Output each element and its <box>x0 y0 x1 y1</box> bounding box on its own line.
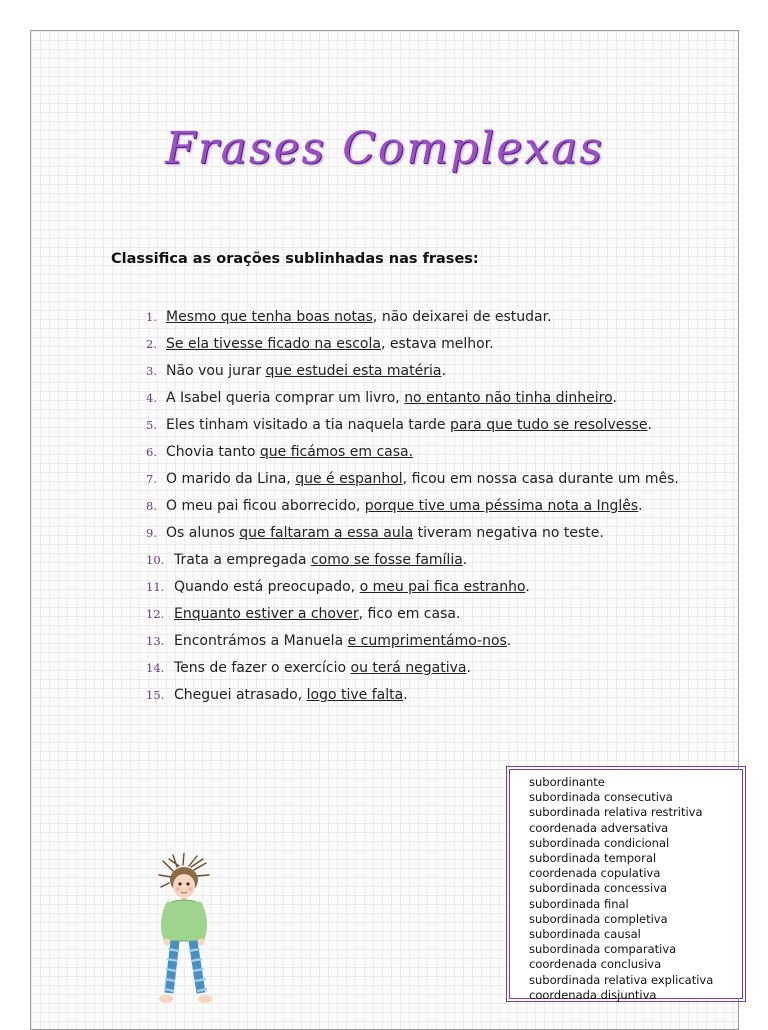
sentence-item <box>146 574 721 601</box>
sentence-text: Cheguei atrasado, <box>174 687 307 703</box>
sentence-text: , não deixarei de estudar. <box>372 309 552 325</box>
sentence-text: Não vou jurar <box>166 363 266 379</box>
sentence-number: 12. <box>146 607 165 621</box>
sentence-item <box>146 358 721 385</box>
underlined-clause: o meu pai fica estranho <box>359 579 526 595</box>
sentence-text: . <box>462 552 468 568</box>
girl-illustration <box>151 853 231 1008</box>
sentence-text: . <box>506 633 512 649</box>
sentence-text: Trata a empregada <box>174 552 311 568</box>
sentence-text: Eles tinham visitado a tia naquela tarde <box>166 417 450 433</box>
word-bank-item: coordenada copulativa <box>529 866 661 881</box>
word-bank-item: subordinada condicional <box>529 835 670 850</box>
underlined-clause: no entanto não tinha dinheiro <box>404 390 613 406</box>
underlined-clause: Se ela tivesse ficado na escola <box>166 336 381 352</box>
sentence-number: 13. <box>146 634 165 648</box>
underlined-clause: que faltaram a essa aula <box>239 525 414 541</box>
sentence-item <box>146 331 721 358</box>
sentence-text: . <box>525 579 530 595</box>
sentence-item <box>146 655 721 682</box>
sentence-text: O meu pai ficou aborrecido, <box>166 498 365 514</box>
sentence-number: 15. <box>146 688 165 702</box>
underlined-clause: Enquanto estiver a chover <box>174 606 359 622</box>
sentence-item <box>146 304 721 331</box>
underlined-clause: porque tive uma péssima nota a Inglês <box>364 498 639 514</box>
sentence-text: A Isabel queria comprar um livro, <box>166 390 405 406</box>
underlined-clause: e cumprimentámo-nos <box>347 633 507 649</box>
sentence-number: 14. <box>146 661 165 675</box>
sentence-text: . <box>466 660 471 676</box>
sentence-text: tiveram negativa no teste. <box>413 525 604 541</box>
sentence-text: . <box>612 390 617 406</box>
sentence-item <box>146 385 721 412</box>
underlined-clause: como se fosse família <box>310 552 463 568</box>
sentence-item <box>146 520 721 547</box>
sentence-text: Chovia tanto <box>166 444 260 460</box>
sentence-number: 9. <box>146 526 157 540</box>
underlined-clause: para que tudo se resolvesse <box>449 417 648 433</box>
word-bank-item: coordenada adversativa <box>529 820 669 835</box>
word-bank-list <box>509 769 743 1002</box>
word-bank-item: coordenada conclusiva <box>529 957 662 972</box>
word-bank-item: subordinada concessiva <box>529 881 668 896</box>
word-bank-item: subordinada temporal <box>529 851 657 866</box>
sentence-number: 2. <box>146 337 157 351</box>
word-bank-item: subordinada consecutiva <box>529 790 673 805</box>
word-bank-item: subordinada comparativa <box>529 942 677 957</box>
page-title: Frases Complexas <box>165 123 604 174</box>
sentence-number: 6. <box>146 445 157 459</box>
sentence-item <box>146 439 721 466</box>
sentence-text: . <box>647 417 652 433</box>
underlined-clause: logo tive falta <box>306 687 404 703</box>
word-bank-item: subordinada final <box>529 896 629 911</box>
sentence-item <box>146 547 721 574</box>
sentence-number: 8. <box>146 499 157 513</box>
sentence-text: . <box>403 687 408 703</box>
sentence-number: 1. <box>146 310 157 324</box>
sentence-text: Quando está preocupado, <box>174 579 360 595</box>
word-bank-box <box>506 766 746 1002</box>
sentence-text: , estava melhor. <box>380 336 494 352</box>
sentence-text: , ficou em nossa casa durante um mês. <box>402 471 679 487</box>
word-bank-item: subordinada relativa explicativa <box>529 972 714 987</box>
sentence-text: , fico em casa. <box>358 606 461 622</box>
instruction-text: Classifica as orações sublinhadas nas frases: <box>111 251 479 267</box>
word-bank-item: subordinante <box>529 775 605 789</box>
sentence-number: 4. <box>146 391 157 405</box>
sentence-item <box>146 601 721 628</box>
underlined-clause: que ficámos em casa. <box>259 444 414 460</box>
sentence-number: 7. <box>146 472 157 486</box>
sentence-text: . <box>638 498 643 514</box>
underlined-clause: Mesmo que tenha boas notas <box>166 309 373 325</box>
sentence-text: O marido da Lina, <box>166 471 296 487</box>
word-bank-item: subordinada completiva <box>529 911 668 926</box>
word-bank-item: subordinada causal <box>529 927 641 942</box>
sentence-number: 10. <box>146 553 165 567</box>
sentence-item <box>146 682 721 709</box>
sentence-text: Encontrámos a Manuela <box>174 633 348 649</box>
sentence-number: 5. <box>146 418 157 432</box>
sentence-text: . <box>441 363 446 379</box>
sentence-item <box>146 412 721 439</box>
sentence-text: Os alunos <box>166 525 240 541</box>
sentence-text: Tens de fazer o exercício <box>174 660 351 676</box>
sentence-item <box>146 493 721 520</box>
underlined-clause: ou terá negativa <box>350 660 467 676</box>
sentence-number: 3. <box>146 364 157 378</box>
underlined-clause: que é espanhol <box>295 471 403 487</box>
sentence-number: 11. <box>146 580 165 594</box>
sentence-item <box>146 466 721 493</box>
sentence-list <box>146 304 721 709</box>
underlined-clause: que estudei esta matéria <box>265 363 442 379</box>
word-bank-item: subordinada relativa restritiva <box>529 805 703 820</box>
sentence-item <box>146 628 721 655</box>
word-bank-item: coordenada disjuntiva <box>529 987 657 1002</box>
